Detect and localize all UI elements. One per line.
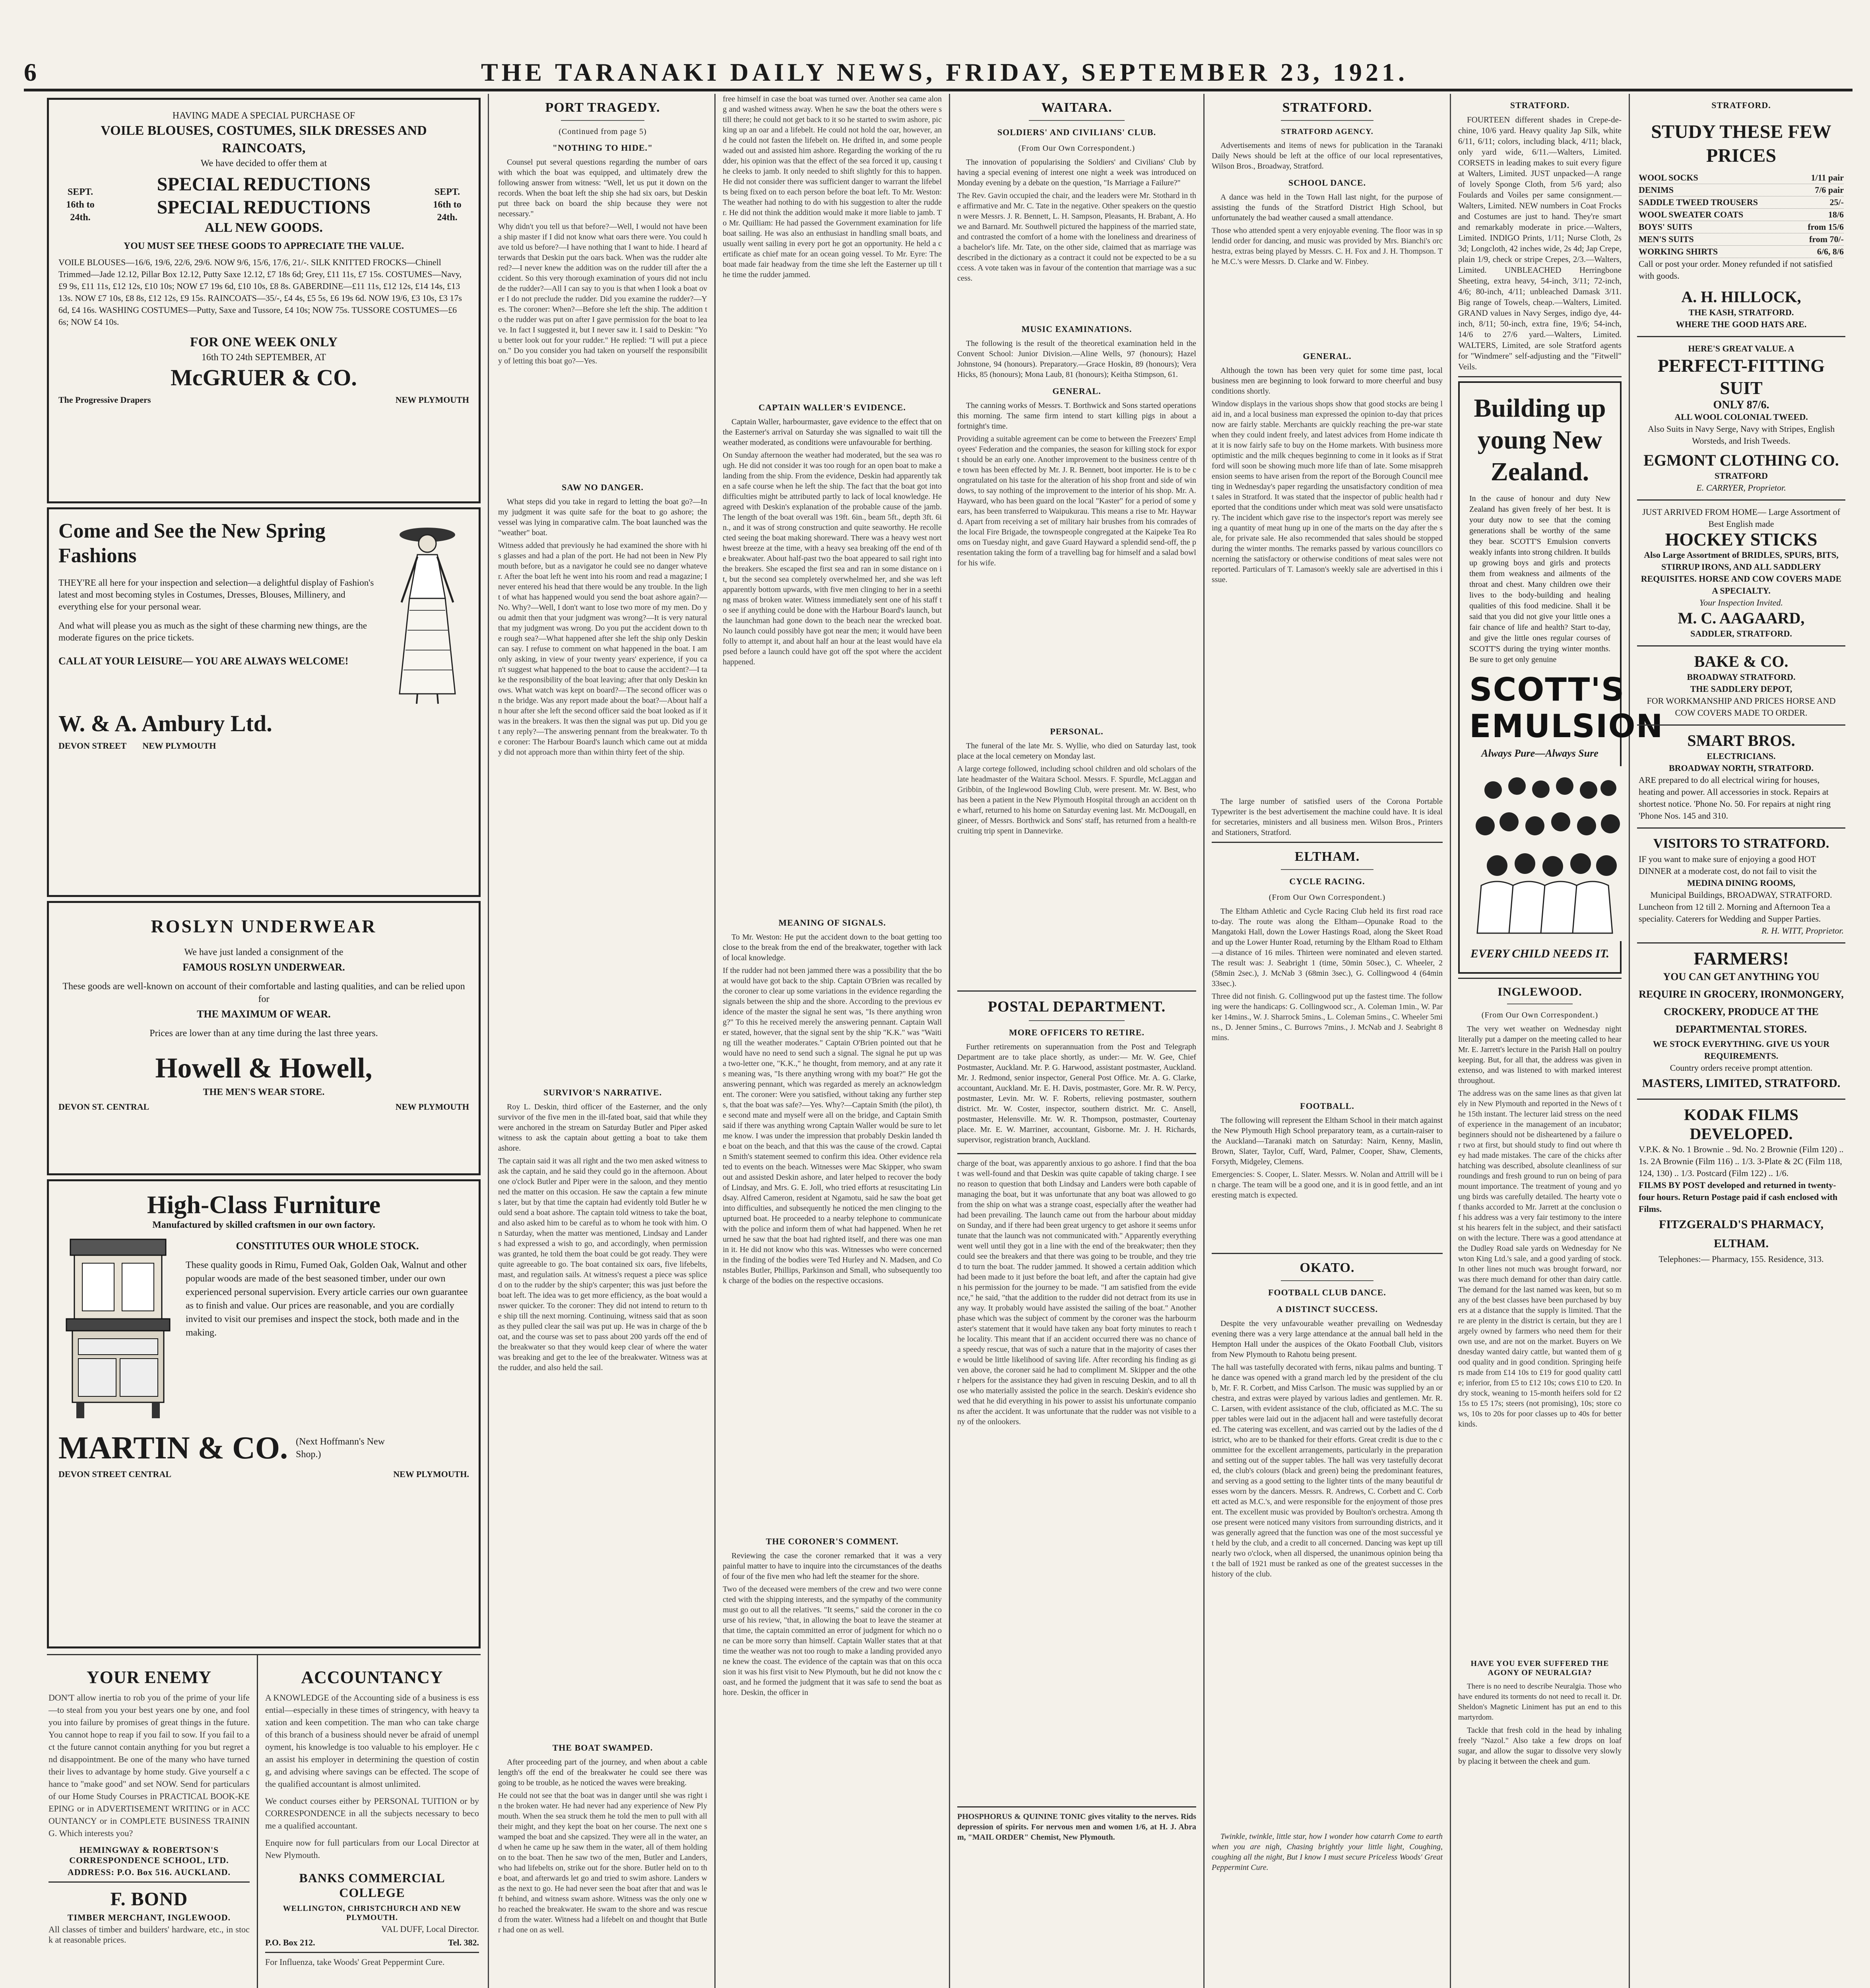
ad-your-enemy-body: DON'T allow inertia to rob you of the prime of your life—to steal from you your best years one by one, and fool you into failure by promises of great things in the future. You cannot hope to reap if you fail to sow. If you fail to act the future cannot contain anything for you but regret and disappointment. Be one of the many who have turned their lives to advantage by home study. Give yourself a chance to "make good" and set NOW. Send for particulars of our Home Study Courses in PRACTICAL BOOK-KEEPING or in ADVERTISEMENT WRITING or in ACCOUNTANCY or in COMPLETE BUSINESS TRAINING. Which interests you? [48, 1693, 250, 1838]
article-port-tragedy-text-block-6: On Sunday afternoon the weather had moderated, but the sea was rough. He did not consider it was too rough for an open boat to make a landing from the ship. From the evidence, Deskin had apparently taken a safe course when he left the ship. The fact that the boat got into difficulties might be attributed partly to lack of local knowledge. He agreed with Deskin's explanation of the probable cause of the jamb. The length of the boat overall was 19ft. 6in., beam 5ft., depth 3ft. 6in., and it was of strong construction and quite seaworthy. He recollected seeing the boat making shoreward. There was a heavy west northwest breeze at the time, with a heavy sea breaking off the end of the breakwater. About half-past two the boat appeared to sail right into the breakers. She escaped the first sea and ran in some distance on it, but the second sea completely overwhelmed her, and she was left apparently bottom upwards, with five men clinging to her in a seething mass of broken water. Witness immediately sent one of his staff to see if anything could be done with the Harbour Board's launch, but the launchman had gone down to the beach near the wrecked boat. No launch could possibly have got near the men; it would have been folly to attempt it, and about half an hour at the least would have elapsed before a launch could have got off the spot where the accident happened. [723, 451, 942, 666]
ad-mcgruer-dates-left: SEPT. 16th to 24th. [66, 187, 95, 223]
ad-egmont-also: Also Suits in Navy Serge, Navy with Stripes, English Worsteds, and Irish Tweeds. [1647, 424, 1835, 446]
column-stratford-eltham-okato [1205, 94, 1451, 1988]
article-okato-body-1 [1212, 1318, 1443, 1360]
ad-howell-firm: Howell & Howell, [155, 1052, 372, 1084]
ad-hillock-price-list [1639, 172, 1844, 258]
paragraph: To Mr. Weston: He put the accident down to the boat getting too close to the break from the end of the breakwater, together with lack of local knowledge. [723, 933, 942, 962]
ad-hillock-sub: THE KASH, STRATFORD. [1688, 307, 1794, 317]
paragraph: Twinkle, twinkle, little star, how I wonder how catarrh Come to earth when you are nigh, Chasing brightly your little light, Coughing, coughing all the night, But I know I must secure Priceless Woods' Great Peppermint Cure. [1212, 1832, 1443, 1872]
ad-mcgruer-prices: VOILE BLOUSES—16/6, 19/6, 22/6, 29/6. NOW 9/6, 15/6, 17/6, 21/-. SILK KNITTED FROCKS—Chinell Trimmed—Jade 12.12, Pillar Box 12.12, Putty Saxe 12.12, £7 18s 6d; Grey, £11 11s, £7 15s. COSTUMES—Navy, £9 9s, £11 11s, £12 12s, £10 10s; NOW £7 19s 6d, £10 10s, £8 8s. GABERDINE—£11 11s, £12 12s, £14 14s, £13 13s. NOW £7 10s, £8 8s, £12 12s, £9 15s. RAINCOATS—35/-, £4 4s, £5 5s, £6 19s 6d. NOW 19/6, £3 10s, £3 17s 6d, £4 16s. WASHING COSTUMES—Putty, Saxe and Tussore, £4 10s; NOW 75s. TUSSORE COSTUMES—£6 6s; NOW £4 10s. [58, 257, 462, 327]
ad-mcgruer-headline-1: SPECIAL REDUCTIONS [157, 174, 371, 195]
ad-mcgruer-goods: VOILE BLOUSES, COSTUMES, SILK DRESSES AND RAINCOATS, [101, 123, 427, 155]
article-stratford-headline: STRATFORD. [1282, 100, 1372, 115]
ad-smart-trade: ELECTRICIANS. [1707, 751, 1776, 761]
ad-egmont-headline: PERFECT-FITTING SUIT [1657, 355, 1825, 398]
article-port-tragedy-text-block-8: Two of the deceased were members of the crew and two were connected with the shipping interests, and the sympathy of the community must go out to all the relatives. "It seems," said the coroner in the course of his review, "that, in allowing the boat to leave the steamer at that time, the captain committed an error of judgment for which no one can be more sorry than himself. Captain Waller states that at that time the weather was not too rough to make a landing provided anyone knew the coast. The evidence of the captain was that on this occasion it was his first visit to New Plymouth, but he did not know the coast, and he formed the judgment that it was safe to send the boat ashore. Deskin, the officer in [723, 1585, 942, 1697]
article-stratford-sub-2: SCHOOL DANCE. [1288, 178, 1366, 188]
ad-hillock-tag: WHERE THE GOOD HATS ARE. [1676, 319, 1807, 329]
article-waitara-sub-1: SOLDIERS' AND CIVILIANS' CLUB. [997, 127, 1156, 137]
ad-farmers-stock: WE STOCK EVERYTHING. GIVE US YOUR REQUIREMENTS. [1653, 1039, 1830, 1061]
article-eltham-sub-2: FOOTBALL. [1300, 1101, 1354, 1111]
ad-mcgruer-tagline: The Progressive Drapers [58, 395, 151, 405]
article-stratford-body-1 [1212, 140, 1443, 171]
article-inglewood-headline: INGLEWOOD. [1498, 985, 1582, 998]
ad-ambury-firm: W. & A. Ambury Ltd. [58, 711, 272, 736]
ad-accountancy-box: P.O. Box 212. [265, 1938, 315, 1947]
article-postal-headline: POSTAL DEPARTMENT. [987, 998, 1166, 1015]
ad-howell-store: THE MEN'S WEAR STORE. [203, 1087, 325, 1097]
article-port-tragedy-text-block-7: If the rudder had not been jammed there was a possibility that the boat would have got back to the ship. Captain O'Brien was recalled by the coroner to clear up some variations in the evidence regarding the signals between the ship and the shore. According to the previous evidence of the master the signal he sent was, "Is there anything wrong?" To this he received merely the answering pennant. Captain Waller stated, however, that the signal sent by the ship "K.K." was "Waiting till the weather moderates." Captain O'Brien pointed out that he would have no need to send such a signal. The signal he put up was a two-letter one, "K.K.," he thought, from memory, and at any rate its meaning was, "Is there anything wrong with my boat?" He got the answering pennant, which was regarded as merely an acknowledgment. The coroner: Were you satisfied, without taking any further steps, that the boat was safe?—Yes. Why?—Captain Smith (the pilot), the second mate and myself were all on the bridge, and Captain Smith said if there was anything wrong Captain Waller would be sure to let me know. I was under the impression that probably Deskin landed the boat on the beach, and that this was the cause of the crowd. Captain Smith's statement seemed to confirm this idea. Other evidence related to events on the beach. Witnesses were Mac Skipper, who swam out and assisted Deskin ashore, and later helped to recover the body of Lindsay, and Mrs. G. E. Joll, who tried efforts at resuscitating Lindsay. Alfred Cameron, resident at Ngamotu, said he saw the boat get into difficulties, and subsequently he noticed the men clinging to the upturned boat. He proceeded to a nearby telephone to communicate with the police and inform them of what had happened. When he returned he saw that the boat had righted itself, and there was one man in it. He did not know who this was. Witnesses who were concerned in the finding of the bodies were Ted Hurley and N. Madsen, and Constables Butler, Phillips, Parkinson and Small, who subsequently took charge of the bodies on the respective occasions. [723, 966, 942, 1285]
ad-martin-constitutes: CONSTITUTES OUR WHOLE STOCK. [236, 1240, 419, 1252]
column-port-tragedy-continued [716, 94, 950, 1988]
article-okato-text-block-1: The hall was tastefully decorated with ferns, nikau palms and bunting. The dance was opened with a grand march led by the president of the club, Mr. F. R. Corbett, and Miss Carlson. The music was supplied by an orchestra, and extras were played by various ladies and gentlemen. Mr. R. C. Larsen, with evident assistance of the club, officiated as M.C. The supper tables were laid out in the adjacent hall and were tastefully decorated. The catering was excellent, and was carried out by the ladies of the district, who are to be thanked for their efforts. Great credit is due to the committee for the excellent arrangements, particularly in the preparation and setting out of the supper tables. The hall was very tastefully decorated, the club's colours (black and green) being the predominant features, and serving as a good setting to the lighter tints of the many beautiful dresses worn by the dancers. Messrs. R. Andrews, C. Corbett and C. Corbett acted as M.C.'s, and were responsible for the enjoyment of those present. The excellent music was provided by Boulton's orchestra. Among those present were noticed many visitors from surrounding districts, and it was generally agreed that the function was one of the most successful yet held by the club, and a credit to all concerned. Dancing was kept up till nearly two o'clock, when all dispersed, the unanimous opinion being that the ball of 1921 must be ranked as one of the greatest successes in the history of the club. [1212, 1363, 1443, 1578]
ad-bond-name: F. BOND [110, 1889, 188, 1910]
paragraph: The innovation of popularising the Soldiers' and Civilians' Club by having a special evening of interest one night a week was introduced on Monday evening by a debate on the question, "Is Marriage a Failure?" [957, 158, 1196, 187]
price-list-row [1639, 233, 1844, 246]
article-port-tragedy-body-3 [498, 1102, 707, 1153]
article-port-tragedy-text-block-1: Why didn't you tell us that before?—Well, I would not have been a ship master if I did not know what oars there were. You could have told us before?—I have nothing that I want to hide. I heard afterwards that Deskin put the oars back. When was the rudder altered?—I never knew the addition was on the rudder till after the accident. So this very thorough examination of yours did not include the rudder?—All I can say to you is that when I look a boat over I do not preclude the rudder. Did you examine the rudder?—Yes. The coroner: When?—Before she left the ship. The addition to the rudder was put on after I gave permission for the boat to leave. In fact I suggested it, but I never saw it. I said to Deskin: "You better look out for your rudder." He replied: "I will put a piece on." Do you consider you had taken on yourself the responsibility of letting this boat go?—Yes. [498, 222, 707, 365]
article-stratford-text-block-1: Those who attended spent a very enjoyable evening. The floor was in splendid order for dancing, and music was provided by Mrs. Bianchi's orchestra, extras being played by Messrs. C. H. Fox and J. H. Thompson. The M.C.'s were Messrs. D. Clarke and W. Finbey. [1212, 226, 1443, 266]
ad-egmont-firm: EGMONT CLOTHING CO. [1643, 451, 1839, 469]
newspaper-title: THE TARANAKI DAILY NEWS, FRIDAY, SEPTEMBER 23, 1921. [481, 58, 1408, 86]
article-port-tragedy-body-5 [723, 417, 942, 448]
article-okato-sub-2: A DISTINCT SUCCESS. [1276, 1304, 1378, 1314]
ad-mcgruer-dates: 16th TO 24th SEPTEMBER, AT [201, 352, 326, 363]
ad-accountancy-headline: ACCOUNTANCY [301, 1668, 443, 1687]
ad-martin-body: These quality goods in Rimu, Fumed Oak, Golden Oak, Walnut and other popular woods are made of the best seasoned timber, under our own experienced personal supervision. Every article carries our own guarantee as to finish and value. Our prices are reasonable, and you are cordially invited to visit our premises and inspect the stock, both made and in the making. [186, 1260, 468, 1338]
ad-scotts-headline: Building up young New Zealand. [1474, 394, 1606, 486]
article-eltham-from: (From Our Own Correspondent.) [1269, 893, 1386, 902]
column-advertisements-left [40, 94, 489, 1988]
ad-accountancy-cities: WELLINGTON, CHRISTCHURCH AND NEW PLYMOUTH. [283, 1904, 462, 1922]
ad-your-enemy-firm: HEMINGWAY & ROBERTSON'S CORRESPONDENCE SCHOOL, LTD. [69, 1845, 229, 1865]
ad-bake-body: FOR WORKMANSHIP AND PRICES HORSE AND COW COVERS MADE TO ORDER. [1647, 696, 1836, 718]
ad-accountancy-firm: BANKS COMMERCIAL COLLEGE [299, 1871, 445, 1900]
article-okato-headline: OKATO. [1300, 1260, 1355, 1275]
article-stratford-text-block-2: Window displays in the various shops show that good stocks are being laid in, and a local business man expressed the opinion to-day that prices now are fairly stable. Merchants are quickly reaching the pre-war state when they could indent freely, and latest advices from Home indicate that it is now fairly safe to buy on the Home markets. With business more optimistic and the milk cheques beginning to come in it looks as if Stratford will soon be showing much more life than of late. Some misapprehension seems to have arisen from the report of the Borough Council meeting in Wednesday's paper regarding the unsatisfactory condition of meat sales in Stratford. It was stated that the inspector of public health had reported that the conditions under which meat was sold were unsatisfactory. The incident which gave rise to the inspector's report was merely seeing a quantity of meat hung up in one of the marts on the day after the sale, for private sale. He also recommended that sales should be stopped during the winter months. The remarks passed by various councillors concerning the satisfactory or otherwise conditions of meat sales were not reported. Particulars of T. Lamason's weekly sale are advertised in this issue. [1212, 400, 1443, 584]
ad-visitors-name: MEDINA DINING ROOMS, [1687, 878, 1795, 888]
ad-egmont-prop: E. CARRYER, Proprietor. [1696, 483, 1786, 493]
ad-mcgruer-offer: We have decided to offer them at [200, 158, 327, 169]
ad-smart-addr: BROADWAY NORTH, STRATFORD. [1669, 763, 1814, 773]
price-list-row [1639, 196, 1844, 209]
article-stratford-sub-3: GENERAL. [1303, 351, 1352, 361]
ad-kodak-headline: KODAK FILMS DEVELOPED. [1684, 1106, 1798, 1143]
ad-aagaard-pre: JUST ARRIVED FROM HOME— Large Assortment of Best English made [1642, 507, 1840, 529]
ad-farmers-country: Country orders receive prompt attention. [1670, 1063, 1813, 1073]
price-list-item-price: from 70/- [1809, 234, 1844, 244]
ad-howell-line-2: FAMOUS ROSLYN UNDERWEAR. [182, 961, 345, 973]
ad-accountancy-tel: Tel. 382. [448, 1938, 479, 1947]
article-port-tragedy-sub-6: MEANING OF SIGNALS. [778, 918, 886, 928]
ad-row-bottom [47, 1654, 481, 1988]
price-list-row [1639, 172, 1844, 184]
ad-aagaard-trade: SADDLER, STRATFORD. [1690, 629, 1792, 639]
article-inglewood-body-2 [1458, 1681, 1622, 1723]
ad-egmont-town: STRATFORD [1714, 471, 1768, 481]
paragraph: The following is the result of the theoretical examination held in the Convent School: Junior Division.—Aline Wells, 97 (honours); Hazel Johnstone, 94 (honours). Preparatory.—Grace Hoskin, 89 (honours); Vera Hicks, 85 (honours); Mona Laub, 81 (honours); Keitha Stimpson, 61. [957, 339, 1196, 379]
page-number: 6 [24, 58, 37, 86]
ad-farmers-firm: MASTERS, LIMITED, STRATFORD. [1642, 1077, 1841, 1090]
article-eltham-text-block-2: Emergencies: S. Cooper, L. Slater. Messrs. W. Nolan and Attrill will be in charge. The team will be a good one, and it is in good fettle, and an interesting match is expected. [1212, 1170, 1443, 1200]
ad-ambury-body-2: And what will please you as much as the sight of these charming new things, are the moderate figures on the price tickets. [58, 621, 367, 643]
ad-howell-line-5: Prices are lower than at any time during the last three years. [149, 1028, 378, 1039]
ad-aagaard-firm: M. C. AAGAARD, [1678, 609, 1805, 627]
price-list-item-price: 1/11 pair [1811, 173, 1844, 182]
article-inglewood-body-1 [1458, 1024, 1622, 1086]
article-port-tragedy-text-block-9: charge of the boat, was apparently anxious to go ashore. I find that the boat was well-found and that Deskin was quite capable of taking charge. I see no reason to question that both Lindsay and Landers were both capable of managing the boat, but it was unfortunate that any boat was allowed to go from the ship on what was a strange coast, especially after the weather had had been prevailing. The launch came out from the harbour about midday on Sunday, and if there had been great urgency to get ashore it seems unfortunate that the launch was not communicated with." Apparently everything went well until they got in a line with the end of the breakwater; then they could see the breakers and that there was going to be trouble, and they tried to turn the boat. The rudder jammed. It showed a certain addition which had been made to it just before the boat left, and after the captain had given his permission for the journey to be made. "I am satisfied from the evidence," he said, "that the addition to the rudder did not detract from its use in any way. It probably would have assisted the sailing of the boat." Another phase which was the subject of comment by the coroner was the harbourmaster's statement that it would have taken any boat forty minutes to reach the locality. This meant that if an accident occurred there was no chance of a speedy rescue, that was of such a nature that in the majority of cases there would be little likelihood of saving life. After recording his finding as given above, the coroner said he had to compliment M. Skipper and the other helpers for the assistance they had given in rescuing Deskin, and to all those who materially assisted the police in the search. Deskin's evidence showed that he did everything in his power to assist his unfortunate companions after the accident. It was unfortunate that the rudder was not visible to any of the onlookers. [957, 1159, 1196, 1426]
paragraph: A dance was held in the Town Hall last night, for the purpose of assisting the funds of the Stratford District High School, but unfortunately the bad weather caused a small attendance. [1212, 193, 1443, 222]
article-waitara-body-3 [957, 400, 1196, 431]
paragraph: The large number of satisfied users of the Corona Portable Typewriter is the best advertisement the machine could have. It is ideal for secretaries, ministers and all business men. Wilson Bros., Printers and Stationers, Stratford. [1212, 797, 1443, 837]
paragraph: What steps did you take in regard to letting the boat go?—In my judgment it was quite safe for the boat to go ashore; the vessel was lying in comparative calm. The boat launched was the "weather" boat. [498, 497, 707, 537]
price-list-item-price: from 15/6 [1808, 222, 1844, 232]
ad-farmers-body: YOU CAN GET ANYTHING YOU REQUIRE IN GROCERY, IRONMONGERY, CROCKERY, PRODUCE AT THE DEPARTMENTAL STORES. [1639, 971, 1844, 1035]
ad-hillock-note: Call or post your order. Money refunded if not satisfied with goods. [1639, 259, 1833, 281]
ad-scotts-body: In the cause of honour and duty New Zealand has given freely of her best. It is your duty now to see that the coming generations shall be worthy of the same they bear. SCOTT'S Emulsion converts weakly infants into strong children. It builds up growing boys and girls and protects them from weakness and ailments of the throat and chest. Many children owe their lives to the body-building and healing qualities of this food medicine. Shall it be said that you did not give your little ones a fair chance of life and health? Start to-day, and give the little ones regular courses of SCOTT'S during the trying winter months. Be sure to get only genuine [1469, 494, 1610, 664]
ad-smart-body: ARE prepared to do all electrical wiring for houses, heating and power. All accessories in stock. Repairs at shortest notice. 'Phone No. 50. For repairs at night ring 'Phone Nos. 145 and 310. [1639, 775, 1831, 821]
ad-mcgruer-town: NEW PLYMOUTH [395, 395, 469, 405]
ad-hillock [1637, 115, 1845, 337]
paragraph: Roy L. Deskin, third officer of the Easterner, and the only survivor of the five men in the ill-fated boat, said that while they were anchored in the stream on Saturday Butler and Piper asked witness to ask the captain about getting a boat to take them ashore. [498, 1103, 707, 1153]
price-list-item-price: 25/- [1829, 197, 1844, 207]
ad-your-enemy [47, 1655, 258, 1988]
article-stratford-body-2 [1212, 192, 1443, 223]
ad-egmont [1637, 337, 1845, 501]
ad-mcgruer-intro: HAVING MADE A SPECIAL PURCHASE OF [172, 111, 355, 121]
ad-scotts-brand-2: EMULSION [1469, 708, 1664, 745]
ad-bake-firm: BAKE & CO. [1694, 652, 1789, 670]
furniture-cabinet-illustration [58, 1231, 178, 1422]
ad-visitors-headline: VISITORS TO STRATFORD. [1653, 836, 1829, 851]
ad-kodak-tel: Telephones:— Pharmacy, 155. Residence, 313. [1659, 1254, 1824, 1264]
article-waitara-body-1 [957, 157, 1196, 188]
paragraph: After proceeding part of the journey, and when about a cable length's off the end of the breakwater he could see there was going to be trouble, as he noticed the waves were breaking. [498, 1758, 707, 1787]
ad-bond-body: All classes of timber and builders' hardware, etc., in stock at reasonable prices. [48, 1924, 250, 1945]
fashion-figure-illustration [386, 519, 469, 706]
ad-visitors [1637, 829, 1845, 944]
ad-farmers [1637, 944, 1845, 1100]
ad-accountancy [258, 1655, 481, 1988]
article-port-tragedy-body-2 [498, 497, 707, 538]
ad-aagaard-headline: HOCKEY STICKS [1665, 529, 1818, 549]
ad-howell-line-4: THE MAXIMUM OF WEAR. [197, 1008, 331, 1020]
ad-mcgruer-allnew: ALL NEW GOODS. [205, 220, 323, 235]
ad-martin-firm: MARTIN & CO. [58, 1431, 288, 1466]
ad-bond-trade: TIMBER MERCHANT, INGLEWOOD. [67, 1912, 231, 1922]
price-list-row [1639, 184, 1844, 196]
ad-visitors-prop: R. H. WITT, Proprietor. [1761, 926, 1844, 936]
paragraph: The very wet weather on Wednesday night literally put a damper on the meeting called to hear Mr. E. Jarrett's lecture in the Parish Hall on poultry keeping. But, for all that, the address was given in extenso, and was listened to with marked interest throughout. [1458, 1025, 1622, 1085]
ad-martin-town: NEW PLYMOUTH. [393, 1469, 469, 1479]
article-inglewood-from: (From Our Own Correspondent.) [1481, 1011, 1598, 1019]
article-port-tragedy-sub-2: SAW NO DANGER. [561, 482, 644, 492]
ad-mcgruer-firm: McGRUER & CO. [171, 365, 357, 390]
article-eltham-body-2 [1212, 1115, 1443, 1167]
article-inglewood-body-3 [1458, 1725, 1622, 1767]
article-port-tragedy-text-block-4: He could not see that the boat was in danger until she was right in the broken water. He had never had any experience of New Plymouth. When the sea struck them he told the men to pull with all their might, and they kept the boat on her course. The next one swamped the boat and she capsized. They were all in the water, and when he came up he saw them in the water, all of them holding on to the boat. Then he saw two of the men, Butler and Landers, who had lifebelts on, strike out for the shore. Butler held on to the boat, and afterwards let go and tried to swim ashore. Landers was the next to go. He had never seen the boat after that and was left behind, and witness swam ashore. Witness was the only one who reached the breakwater. He swam to the shore and was rescued from the water. Witness had a lifebelt on and thought that Butler had one on as well. [498, 1791, 707, 1934]
ad-howell-street: DEVON ST. CENTRAL [58, 1102, 149, 1112]
ad-influenza: For Influenza, take Woods' Great Peppermint Cure. [265, 1957, 445, 1967]
paragraph: Tackle that fresh cold in the head by inhaling freely "Nazol." Also take a few drops on loaf sugar, and allow the sugar to dissolve very slowly by placing it between the cheek and gum. [1458, 1726, 1622, 1766]
price-list-item-price: 7/6 pair [1815, 185, 1844, 195]
ad-mcgruer-week: FOR ONE WEEK ONLY [190, 335, 338, 349]
ad-phosphorus: PHOSPHORUS & QUININE TONIC gives vitality to the nerves. Rids depression of spirits. For nervous men and women 1/6, at H. J. Abram, "MAIL ORDER" Chemist, New Plymouth. [957, 1812, 1196, 1842]
paragraph: Although the town has been very quiet for some time past, local business men are beginning to look forward to more cheerful and busy conditions shortly. [1212, 366, 1443, 396]
ad-howell-headline: ROSLYN UNDERWEAR [151, 916, 377, 936]
ad-hillock-firm: A. H. HILLOCK, [1681, 288, 1801, 306]
ad-martin-headline: High-Class Furniture [147, 1190, 381, 1219]
article-eltham-sub-1: CYCLE RACING. [1289, 876, 1365, 886]
article-waitara-text-block-2: Providing a suitable agreement can be come to between the Freezers' Employees' Federation and the companies, the season for killing stock for export should be an early one. Another improvement to the business centre of the town has been effected by Mr. J. R. Bennett, boot importer. He is to be congratulated on his taste for the alteration of his shop front and side of windows, to say nothing of the improvement to the interior of his shop. Mr. A. Hayward, who has been guard on the local "Kaster" for a period of some years, has been transferred to Waipukurau. This means a rise to Mr. Hayward. Apart from receiving a set of military hair brushes from his comrades of the local Fire Brigade, the townspeople congregated at the Kaipeke Tea Rooms on Tuesday night, and gave Guard Hayward a splendid send-off, the presentation taking the form of a travelling bag for himself and a salad bowl for his wife. [957, 435, 1196, 567]
article-waitara-sub-2: MUSIC EXAMINATIONS. [1021, 324, 1132, 334]
ad-accountancy-body-3: Enquire now for full particulars from our Local Director at New Plymouth. [265, 1838, 479, 1860]
article-inglewood-sub-2: HAVE YOU EVER SUFFERED THE AGONY OF NEURALGIA? [1470, 1659, 1609, 1677]
masthead [24, 56, 1853, 91]
paragraph: The funeral of the late Mr. S. Wyllie, who died on Saturday last, took place at the local cemetery on Monday last. [957, 742, 1196, 761]
ad-mcgruer-must-see: YOU MUST SEE THESE GOODS TO APPRECIATE THE VALUE. [123, 241, 404, 251]
ad-martin-street: DEVON STREET CENTRAL [58, 1469, 172, 1479]
ad-visitors-addr: Municipal Buildings, BROADWAY, STRATFORD. [1650, 890, 1832, 900]
paragraph: Reviewing the case the coroner remarked that it was a very painful matter to have to inquire into the circumstances of the deaths of four of the five men who had left the steamer for the shore. [723, 1551, 942, 1581]
article-waitara-from: (From Our Own Correspondent.) [1018, 144, 1135, 153]
price-list-row [1639, 246, 1844, 258]
article-port-tragedy-sub-1: "NOTHING TO HIDE." [552, 143, 653, 153]
article-port-tragedy-text-block-5: free himself in case the boat was turned over. Another sea came along and washed witness away. When he saw the boat the others were still there; he could not get back to it so he started to swim ashore, picking up an oar and a lifebelt. He could not hold the oar, however, and he could not fasten the lifebelt on. He drifted in, and some people waded out and assisted him ashore. Regarding the working of the rudder, his opinion was that the effect of the sea forced it up, causing the cleeks to jamb. It only needed to shift slightly for this to happen. He did not consider there was sufficient danger to warrant the lifebelts being fixed on to each person before the boat left. To Mr. Weston: The weather had nothing to do with his suggestion to alter the rudder. He did not think the addition would make it more liable to jamb. To Mr. Quilliam: He had passed the Government examination for lifeboat sailing. He was also an enthusiast in handling small boats, and usually went sailing in every port he got an opportunity. He held a certificate as chief mate for an ocean going vessel. To Mr. Eyre: The boat made fair headway from the time she left the Easterner up till the time the rudder jammed. [723, 95, 942, 279]
ad-aagaard-also: Also Large Assortment of BRIDLES, SPURS, BITS, STIRRUP IRONS, AND ALL SADDLERY REQUISITES. HORSE AND COW COVERS MADE A SPECIALTY. [1641, 550, 1842, 596]
ad-ambury-call: CALL AT YOUR LEISURE— YOU ARE ALWAYS WELCOME! [58, 655, 349, 667]
ad-egmont-price: ONLY 87/6. [1713, 399, 1769, 411]
ad-egmont-cloth: ALL WOOL COLONIAL TWEED. [1674, 412, 1808, 422]
ad-bake-sub: BROADWAY STRATFORD. [1687, 672, 1796, 682]
ad-martin [47, 1179, 481, 1648]
paragraph: Advertisements and items of news for publication in the Taranaki Daily News should be left at the office of our local representatives, Wilson Bros., Broadway, Stratford. [1212, 141, 1443, 171]
ad-accountancy-body: A KNOWLEDGE of the Accounting side of a business is essential—especially in these times of stringency, with heavy taxation and keen competition. The man who can take charge of this branch of a business should never be afraid of unemployment, his knowledge is too valuable to his employer. He can assist his employer in determining the question of costing, and advising where savings can be effected. The scope of the qualified accountant is almost unlimited. [265, 1693, 479, 1789]
price-list-row [1639, 209, 1844, 221]
ad-mcgruer [47, 98, 481, 503]
ad-mcgruer-headline-2: SPECIAL REDUCTIONS [157, 197, 371, 218]
article-waitara-text-block-1: The Rev. Gavin occupied the chair, and the leaders were Mr. Stothard in the affirmative and Mr. C. Tate in the negative. Other speakers on the question were Messrs. J. R. Bennett, L. H. Sampson, Pleasants, H. Brabant, A. Howe and Barnard. Mr. Southwell pictured the happiness of the married state, and contrasted the comfort of a home with the loneliness and dreariness of a bachelor's life. Mr. Tate, on the other side, claimed that as marriage was described in the dictionary as a contract it could not be expected to be a success. A vote taken was in favour of the contention that marriage was a success. [957, 191, 1197, 283]
price-list-row [1639, 221, 1844, 233]
article-stratford-body-4 [1212, 796, 1443, 838]
ad-smart-firm: SMART BROS. [1687, 732, 1795, 749]
ad-aagaard-invite: Your Inspection Invited. [1699, 598, 1783, 608]
ad-howell-town: NEW PLYMOUTH [395, 1102, 469, 1112]
article-waitara-text-block-3: A large cortege followed, including school children and old scholars of the late headmaster of the Waitara School. Messrs. F. Spurdle, McLaggan and Gribbin, of the Inglewood Bowling Club, were present. Mr. W. Best, who has been a patient in the New Plymouth Hospital through an accident on the wharf, returned to his home on Saturday evening last. Mr. McDougall, engineer, of Messrs. Borthwick and Sons' staff, has returned from a health-recruiting trip spent in Dannevirke. [957, 765, 1196, 835]
paragraph: FOURTEEN different shades in Crepe-de-chine, 10/6 yard. Heavy quality Jap Silk, white 6/11, 6/11; colors, including black, 4/11; black, only yard wide, 6/11.—Walters, Limited. CORSETS in leading makes to suit every figure at Walters, Limited. JUST unpacked—A range of lovely Sponge Cloth, from 5/6 yard; also Foulards and Voiles per same consignment.—Walters, Limited. NEW numbers in Coat Frocks and Costumes are just to hand. They're smart and remarkably moderate in price.—Walters, Limited. INDIGO Prints, 1/11; Nurse Cloth, 2s 3d; Longcloth, 42 inches wide, 2s 4d; Jap Crepe, plain 1/9, check or stripe Crepes, 2/3.—Walters, Limited. UNBLEACHED Herringbone Sheeting, extra heavy, 54-inch, 3/11; 72-inch, 4/6; 80-inch, 4/11; unbleached Damask 3/11. Big range of Towels, cheap.—Walters, Limited. GRAND values in Navy Serges, indigo dye, 44-inch, 8/11; 50-inch, extra fine, 19/6; 54-inch, 14/6 to 27/6 yard.—Walters, Limited. WALTERS, Limited, are sole Stratford agents for "Windmere" self-adjusting and the "Fitwell" Veils. [1458, 115, 1622, 371]
ad-kodak-firm: FITZGERALD'S PHARMACY, ELTHAM. [1659, 1218, 1823, 1250]
ad-visitors-body: IF you want to make sure of enjoying a good HOT DINNER at a moderate cost, do not fail to visit the [1639, 854, 1817, 876]
column-port-tragedy [491, 94, 716, 1988]
article-postal-sub: MORE OFFICERS TO RETIRE. [1009, 1027, 1145, 1037]
article-port-tragedy-sub-5: CAPTAIN WALLER'S EVIDENCE. [758, 402, 906, 412]
ad-scotts-brand-1: SCOTT'S [1469, 671, 1625, 708]
ad-scotts-caption: EVERY CHILD NEEDS IT. [1470, 947, 1609, 960]
ad-howell [47, 901, 481, 1175]
article-eltham-headline: ELTHAM. [1294, 849, 1360, 864]
ad-accountancy-director: VAL DUFF, Local Director. [381, 1924, 479, 1934]
ad-accountancy-body-2: We conduct courses either by PERSONAL TUITION or by CORRESPONDENCE in all the subjects necessary to become a qualified accountant. [265, 1796, 479, 1831]
ad-walters [1458, 115, 1622, 372]
ad-howell-line-1: We have just landed a consignment of the [184, 947, 343, 957]
paragraph: Captain Waller, harbourmaster, gave evidence to the effect that on the Easterner's arrival on Saturday she was signalled to wait till the weather moderated, as conditions were unfavourable for berthing. [723, 417, 942, 447]
article-inglewood-verse [1212, 1831, 1443, 1873]
paragraph: The canning works of Messrs. T. Borthwick and Sons started operations this morning. The same firm intend to start killing pigs in about a fortnight's time. [957, 401, 1196, 431]
price-list-item-name: WOOL SWEATER COATS [1639, 210, 1744, 219]
price-list-item-name: DENIMS [1639, 185, 1674, 195]
ad-farmers-headline: FARMERS! [1693, 948, 1789, 969]
article-port-tragedy-sub-3: SURVIVOR'S NARRATIVE. [543, 1087, 662, 1097]
ad-hillock-headline: STUDY THESE FEW PRICES [1651, 121, 1831, 166]
price-list-item-name: WORKING SHIRTS [1639, 247, 1718, 256]
ad-ambury [47, 507, 481, 897]
article-waitara-sub-3: GENERAL. [1052, 386, 1101, 396]
paragraph: Despite the very unfavourable weather prevailing on Wednesday evening there was a very large attendance at the annual ball held in the Hempton Hall under the auspices of the Okato Football Club, visitors from New Plymouth to Rahotu being present. [1212, 1319, 1443, 1359]
ad-ambury-town: NEW PLYMOUTH [142, 741, 216, 751]
price-list-item-price: 6/6, 8/6 [1817, 247, 1844, 256]
ad-ambury-street: DEVON STREET [58, 741, 127, 751]
ad-kodak [1637, 1100, 1845, 1271]
children-group-illustration [1469, 766, 1628, 941]
ad-aagaard [1637, 501, 1845, 646]
paragraph: The following will represent the Eltham School in their match against the New Plymouth High School preparatory team, as a curtain-raiser to the Auckland—Taranaki match on Saturday: Nairn, Kenny, Maslin, Brown, Slater, Taylor, Cuff, Ward, Palmer, Cooper, Shaw, Clements, Forsyth, Midgeley, Clemens. [1212, 1116, 1443, 1166]
column-waitara-postal [950, 94, 1205, 1988]
price-list-item-name: SADDLE TWEED TROUSERS [1639, 197, 1758, 207]
ad-ambury-headline: Come and See the New Spring Fashions [58, 520, 326, 567]
walters-header: STRATFORD. [1510, 100, 1570, 110]
article-stratford-body-3 [1212, 365, 1443, 396]
article-waitara-headline: WAITARA. [1041, 100, 1112, 115]
article-port-tragedy-body-1 [498, 157, 707, 219]
ad-kodak-note: FILMS BY POST developed and returned in twenty-four hours. Return Postage paid if cash enclosed with Films. [1639, 1180, 1838, 1214]
article-inglewood-text-block-1: The address was on the same lines as that given lately in New Plymouth and reported in the News of the 15th instant. The lecturer laid stress on the need of experience in the management of an incubator; beginners should not be disheartened by a failure or two at first, but should study to find out where they had made mistakes. The care of the chicks after hatching was described, absolute cleanliness of surroundings and fresh ground to run on being of paramount importance. The treatment of young and young birds was carefully detailed. The hearty vote of thanks accorded to Mr. Jarrett at the conclusion of his address was a very fair testimony to the interest his hearers felt in the subject, and their satisfaction with the lecture. There was a good attendance at the Dudley Road sale yards on Wednesday for Newton King Ltd.'s sale, and a good yarding of stock. In other lines not much was brought forward, nor was there much demand for other than dairy cattle. The demand for the last named was keen, but so many of the best classes have been purchased by buyers at a distance that the supply is limited. That there are plenty in the district is certain, but they are largely owned by farmers who need them for their own use, and are not on the market. Buyers on Wednesday wanted dairy cattle, but wanted them of good quality and in good condition. Springing heifers made from £14 10s to £19 for good quality cattle; inferior, from £5 to £12 10s; cows £10 to £20. In dry stock, weaning to 15-month heifers sold for £2 15s to £5 17s; steers (not promising), 10s; store cows, 10s to 20s for poor classes up to 40s for better kinds. [1458, 1089, 1622, 1429]
ad-martin-note: (Next Hoffmann's New Shop.) [296, 1437, 385, 1460]
article-port-tragedy-body-7 [723, 1551, 942, 1582]
article-port-tragedy-body-6 [723, 932, 942, 963]
article-eltham-body-1 [1212, 906, 1443, 989]
stratford-ads-header: STRATFORD. [1711, 100, 1771, 110]
article-port-tragedy-text-block-3: The captain said it was all right and the two men asked witness to ask the captain, and he said they could go in the afternoon. About one o'clock Butler and Piper were in the saloon, and they mentioned the matter on this occasion. He saw the captain a few minutes later, but by that time the captain had evidently told Butler he would send a boat ashore. The captain told witness to take the boat, and also asked him to be careful as to whom he took with him. On Saturday, when the matter was mentioned, Lindsay and Landers had expressed a wish to go, and accordingly, when permission was granted, he told them the boat could be got ready. They were quite agreeable to go. The boat contained six oars, five lifebelts, mast, and regulation sails. At witness's request a piece was spliced on to the rudder by the ship's carpenter; this was just before the boat left. The idea was to get more efficiency, as the boat would answer quicker. To the coroner: They did not intend to return to the ship till the next morning. Continuing, witness said that as soon as they pulled clear the sail was put up. He was in charge of the boat, and the course was set to pass about 200 yards off the end of the breakwater so that they would keep clear of where the water was breaking and get to the lee of the breakwater. Witness was at the rudder, and also held the sail. [498, 1157, 707, 1372]
ad-ambury-body: THEY'RE all here for your inspection and selection—a delightful display of Fashion's latest and most becoming styles in Costumes, Dresses, Blouses, Millinery, and everything else for your personal wear. [58, 578, 374, 612]
price-list-item-name: WOOL SOCKS [1639, 173, 1698, 182]
article-port-tragedy-headline: PORT TRAGEDY. [545, 100, 660, 115]
ad-martin-sub: Manufactured by skilled craftsmen in our own factory. [152, 1220, 375, 1230]
column-stratford-ads [1630, 94, 1853, 1988]
article-port-tragedy-continued: (Continued from page 5) [559, 127, 647, 136]
article-port-tragedy-text-block-2: Witness added that previously he had examined the shore with his glasses and had a plan of the port. He had not been in New Plymouth before, but as a navigator he could see no danger whatever. After the boat left he went into his room and read a magazine; I never entered his head that there would be any trouble. In the light of what has happened would you send the boat ashore again?—No. Why?—Well, I don't want to lose two more of my men. Do you admit then that your judgment was wrong?—It is very natural that my judgment was wrong. Do you put the accident down to the rough sea?—What happened after she left the ship only Deskin can say. I refuse to comment on what happened in the boat. I am only asking, in view of your twenty years' experience, if you can't suggest what happened to the boat to cause the accident?—I take the responsibility of the boat leaving; after that only Deskin knows. What watch was kept on board?—The second officer was on the bridge. Was any report made about the boat?—About half an hour after she left the second officer said the boat looked as if it was in the breakers. It was then the signal was put up. Did you get any reply?—The answering pennant from the breakwater. To the coroner: The Harbour Board's launch which came out at midday did not approach more than within thirty feet of the ship. [498, 541, 707, 757]
price-list-item-price: 18/6 [1828, 210, 1844, 219]
article-port-tragedy-sub-7: THE CORONER'S COMMENT. [766, 1536, 899, 1546]
ad-howell-line-3: These goods are well-known on account of their comfortable and lasting qualities, and can be relied upon for [62, 981, 465, 1004]
article-stratford-sub-1: STRATFORD AGENCY. [1281, 127, 1373, 136]
paragraph: Further retirements on superannuation from the Post and Telegraph Department are to take place shortly, as under:— Mr. W. Gee, Chief Postmaster, Auckland. Mr. P. G. Harwood, assistant postmaster, Auckland. Mr. J. Redmond, senior inspector, General Post Office. Mr. A. G. Clarke, accountant, Auckland. Mr. E. H. Davis, postmaster, Gore. Mr. R. W. Percy, postmaster, Levin. Mr. W. F. Roberts, relieving postmaster, southern district. Mr. W. Coster, inspector, southern district. Mr. C. Ansell, postmaster, Helensville. Mr. W. R. Thompson, postmaster, Courtenay place. Mr. E. W. Marriner, accountant, Gisborne. Mr. J. H. Richards, supervisor, registration branch, Auckland. [957, 1043, 1196, 1144]
article-postal-body [957, 1042, 1196, 1145]
ad-egmont-pre: HERE'S GREAT VALUE. A [1688, 344, 1794, 353]
article-port-tragedy-body-4 [498, 1757, 707, 1788]
ad-bake-depot: THE SADDLERY DEPOT, [1690, 684, 1792, 694]
price-list-item-name: BOYS' SUITS [1639, 222, 1693, 232]
price-list-item-name: MEN'S SUITS [1639, 234, 1694, 244]
ad-your-enemy-headline: YOUR ENEMY [86, 1668, 212, 1687]
paragraph: Counsel put several questions regarding the number of oars with which the boat was equipped, and ultimately drew the following answer from witness: "Well, let us put it down on the records. When the boat left the ship she had six oars, but Deskin put three back on board the ship because they were not necessary." [498, 158, 707, 218]
ad-smart [1637, 726, 1845, 829]
ad-visitors-body-2: Luncheon from 12 till 2. Morning and Afternoon Tea a speciality. Caterers for Wedding and Supper Parties. [1639, 902, 1830, 924]
article-waitara-body-2 [957, 338, 1196, 380]
article-port-tragedy-sub-4: THE BOAT SWAMPED. [552, 1743, 653, 1753]
article-eltham-text-block-1: Three did not finish. G. Collingwood put up the fastest time. The following were the handicaps: G. Collingwood scr., A. Coleman 1min., W. Parker 14mins., W. J. Sharrock 5mins., L. Coleman 5mins., C. Wheeler 5mins., D. Jenner 5mins., C. Burrows 7mins., J. McNab and J. Seabright 8mins. [1212, 992, 1443, 1042]
ad-kodak-items: V.P.K. & No. 1 Brownie .. 9d. No. 2 Brownie (Film 120) .. 1s. 2A Brownie (Film 116) .. 1/3. 3-Plate & 2C (Film 118, 124, 130) .. 1/3. Postcard (Film 122) .. 1/6. [1639, 1144, 1844, 1178]
paragraph: There is no need to describe Neuralgia. Those who have endured its torments do not need to recall it. Dr. Sheldon's Magnetic Liniment has put an end to this martyrdom. [1458, 1682, 1622, 1722]
paragraph: The Eltham Athletic and Cycle Racing Club held its first road race to-day. The route was along the Eltham—Opunake Road to the Mangatoki Hall, down the Lower Hastings Road, along the Skeet Road and up the Lower Hunter Road, returning by the Eltham Road to Eltham—a distance of 16 miles. Thirteen were nominated and eleven started. The result was: J. Seabright 1 (time, 50min 50sec.), C. Wheeler, 2 (58min 2sec.), J. McNab 3 (68min 3sec.), G. Collingwood 4 (64min 33sec.). [1212, 907, 1443, 988]
ad-mcgruer-dates-right: SEPT. 16th to 24th. [433, 187, 462, 223]
ad-scotts-slogan: Always Pure—Always Sure [1481, 747, 1598, 759]
ad-bake [1637, 646, 1845, 726]
article-waitara-body-4 [957, 741, 1196, 761]
ad-your-enemy-address: ADDRESS: P.O. Box 516. AUCKLAND. [67, 1867, 231, 1877]
article-okato-sub-1: FOOTBALL CLUB DANCE. [1268, 1287, 1386, 1297]
ad-scotts-emulsion [1458, 381, 1664, 974]
article-waitara-sub-4: PERSONAL. [1050, 726, 1104, 736]
